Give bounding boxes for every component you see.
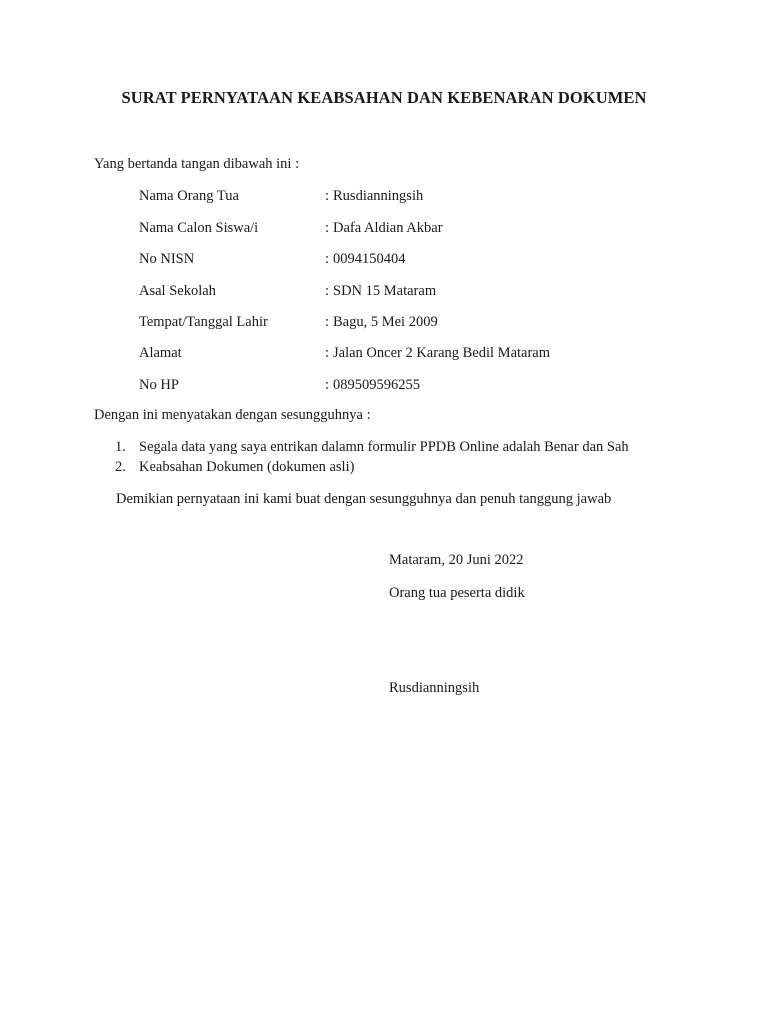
field-label: Alamat [139, 345, 182, 361]
field-row-phone [139, 377, 699, 397]
declaration-number: 1. [115, 439, 126, 455]
field-label: Nama Orang Tua [139, 188, 239, 204]
statement-intro: Dengan ini menyatakan dengan sesungguhnya : [94, 407, 371, 423]
field-row-nisn [139, 251, 699, 271]
declaration-text: Segala data yang saya entrikan dalamn formulir PPDB Online adalah Benar dan Sah [139, 439, 629, 455]
field-value: Rusdianningsih [333, 188, 424, 204]
signature-name: Rusdianningsih [389, 680, 480, 696]
signature-place-date: Mataram, 20 Juni 2022 [389, 552, 524, 568]
field-colon: : [325, 283, 330, 299]
field-value: 0094150404 [333, 251, 406, 267]
field-value: 089509596255 [333, 377, 420, 393]
field-colon: : [325, 188, 330, 204]
field-colon: : [325, 345, 330, 361]
field-colon: : [325, 377, 330, 393]
declaration-number: 2. [115, 459, 126, 475]
field-colon: : [325, 220, 330, 236]
field-row-address [139, 345, 699, 365]
field-value: Bagu, 5 Mei 2009 [333, 314, 438, 330]
field-label: Nama Calon Siswa/i [139, 220, 259, 236]
field-row-school [139, 283, 699, 303]
intro-text: Yang bertanda tangan dibawah ini : [94, 156, 300, 172]
field-label: No HP [139, 377, 179, 393]
field-row-student-name [139, 220, 699, 240]
closing-statement: Demikian pernyataan ini kami buat dengan sesungguhnya dan penuh tanggung jawab [116, 491, 612, 507]
field-colon: : [325, 251, 330, 267]
document-title: SURAT PERNYATAAN KEABSAHAN DAN KEBENARAN DOKUMEN [121, 88, 647, 107]
field-row-birth [139, 314, 699, 334]
field-value: SDN 15 Mataram [333, 283, 437, 299]
declaration-text: Keabsahan Dokumen (dokumen asli) [139, 459, 355, 475]
field-label: Tempat/Tanggal Lahir [139, 314, 268, 330]
field-value: Dafa Aldian Akbar [333, 220, 443, 236]
field-label: No NISN [139, 251, 195, 267]
field-label: Asal Sekolah [139, 283, 216, 299]
signature-role: Orang tua peserta didik [389, 585, 525, 601]
field-row-parent-name [139, 188, 699, 208]
field-value: Jalan Oncer 2 Karang Bedil Mataram [333, 345, 551, 361]
field-colon: : [325, 314, 330, 330]
